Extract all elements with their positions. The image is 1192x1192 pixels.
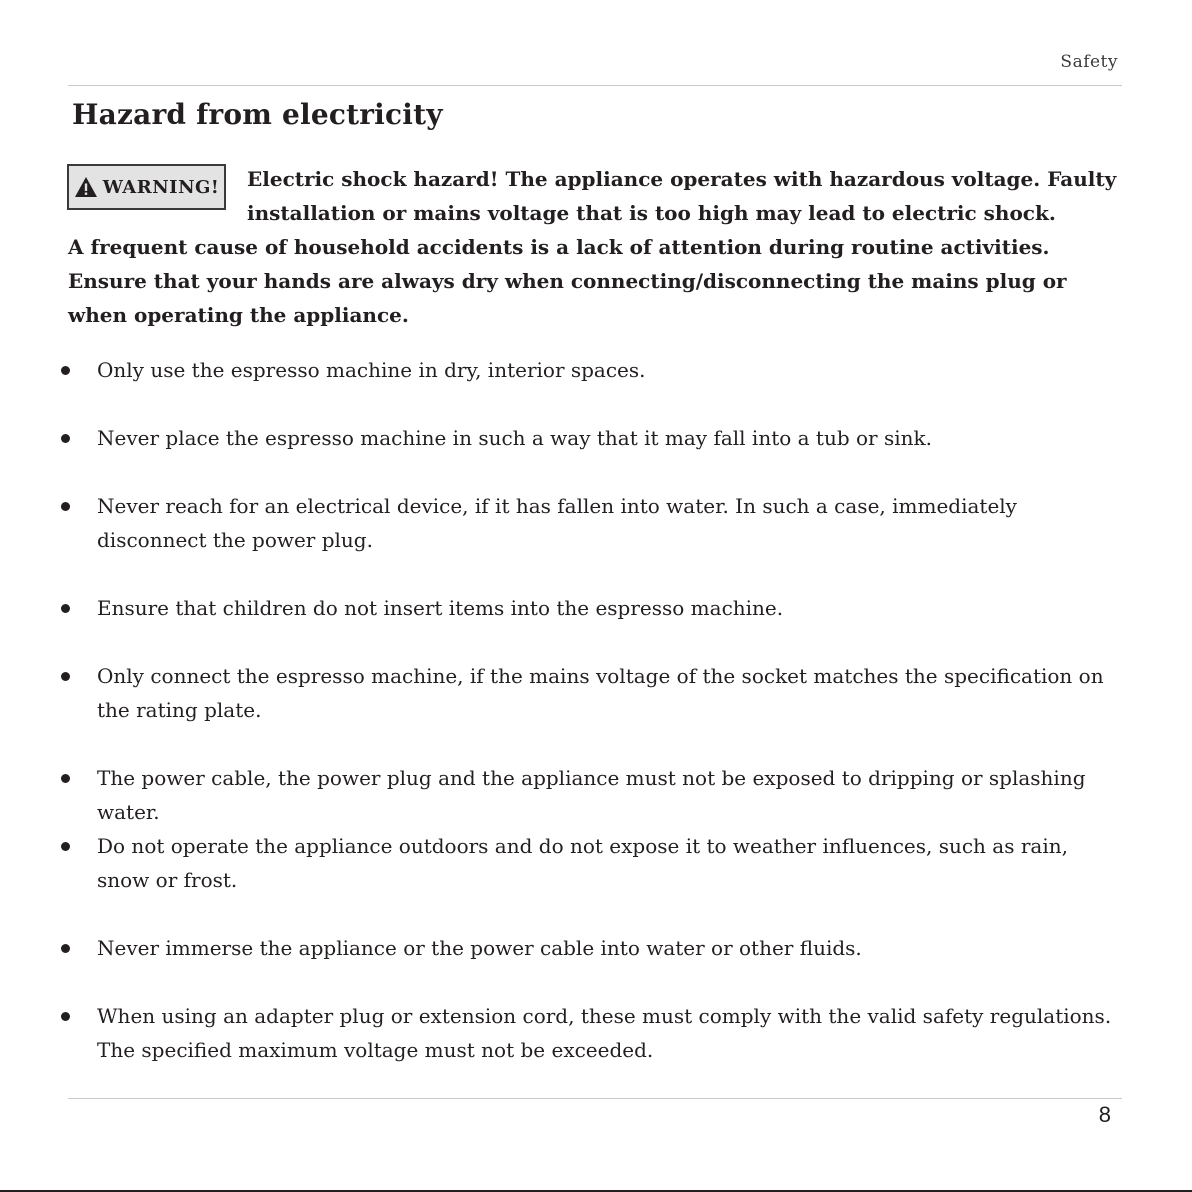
list-item-text: Never immerse the appliance or the power cable into water or other fluids. bbox=[97, 936, 862, 960]
header-divider bbox=[68, 85, 1122, 86]
list-item bbox=[58, 591, 1118, 625]
warning-badge bbox=[67, 164, 226, 210]
list-item bbox=[58, 489, 1118, 557]
list-item-text: Only use the espresso machine in dry, interior spaces. bbox=[97, 358, 646, 382]
list-item bbox=[58, 931, 1118, 965]
list-item-text: Never place the espresso machine in such a way that it may fall into a tub or sink. bbox=[97, 426, 932, 450]
bullet-dot-icon bbox=[61, 366, 70, 375]
list-item-text: When using an adapter plug or extension cord, these must comply with the valid safety regulations. The specified maximum voltage must not be exceeded. bbox=[97, 1004, 1112, 1062]
bullet-dot-icon bbox=[61, 944, 70, 953]
list-item bbox=[58, 829, 1118, 897]
list-item bbox=[58, 999, 1118, 1067]
bullet-dot-icon bbox=[61, 1012, 70, 1021]
list-item-text: Never reach for an electrical device, if it has fallen into water. In such a case, immediately disconnect the power plug. bbox=[97, 494, 1017, 552]
warning-lead-text: Electric shock hazard! The appliance operates with hazardous voltage. Faulty installation or mains voltage that is too high may lead to electric shock. bbox=[247, 167, 1117, 225]
list-item-text: Do not operate the appliance outdoors and do not expose it to weather influences, such as rain, snow or frost. bbox=[97, 834, 1068, 892]
page-number: 8 bbox=[1098, 1102, 1111, 1127]
warning-triangle-icon bbox=[74, 176, 98, 198]
bullet-dot-icon bbox=[61, 774, 70, 783]
page-title: Hazard from electricity bbox=[72, 98, 443, 131]
list-item-text: Ensure that children do not insert items into the espresso machine. bbox=[97, 596, 784, 620]
warning-badge-label: WARNING! bbox=[102, 176, 220, 198]
list-item bbox=[58, 421, 1118, 455]
bullet-dot-icon bbox=[61, 672, 70, 681]
bullet-dot-icon bbox=[61, 502, 70, 511]
list-item bbox=[58, 353, 1118, 387]
list-item-text: Only connect the espresso machine, if the mains voltage of the socket matches the specification on the rating plate. bbox=[97, 664, 1104, 722]
warning-body-text: A frequent cause of household accidents is a lack of attention during routine activities. Ensure that your hands are always dry when connecting/disconnecting the mains plug or when operating the appliance. bbox=[68, 235, 1067, 327]
footer-divider bbox=[68, 1098, 1122, 1099]
list-item-text: The power cable, the power plug and the appliance must not be exposed to dripping or splashing water. bbox=[97, 766, 1086, 824]
bullet-dot-icon bbox=[61, 604, 70, 613]
bullet-dot-icon bbox=[61, 842, 70, 851]
list-item bbox=[58, 659, 1118, 727]
bullet-dot-icon bbox=[61, 434, 70, 443]
list-item bbox=[58, 761, 1118, 829]
header-section-label: Safety bbox=[1060, 52, 1118, 72]
